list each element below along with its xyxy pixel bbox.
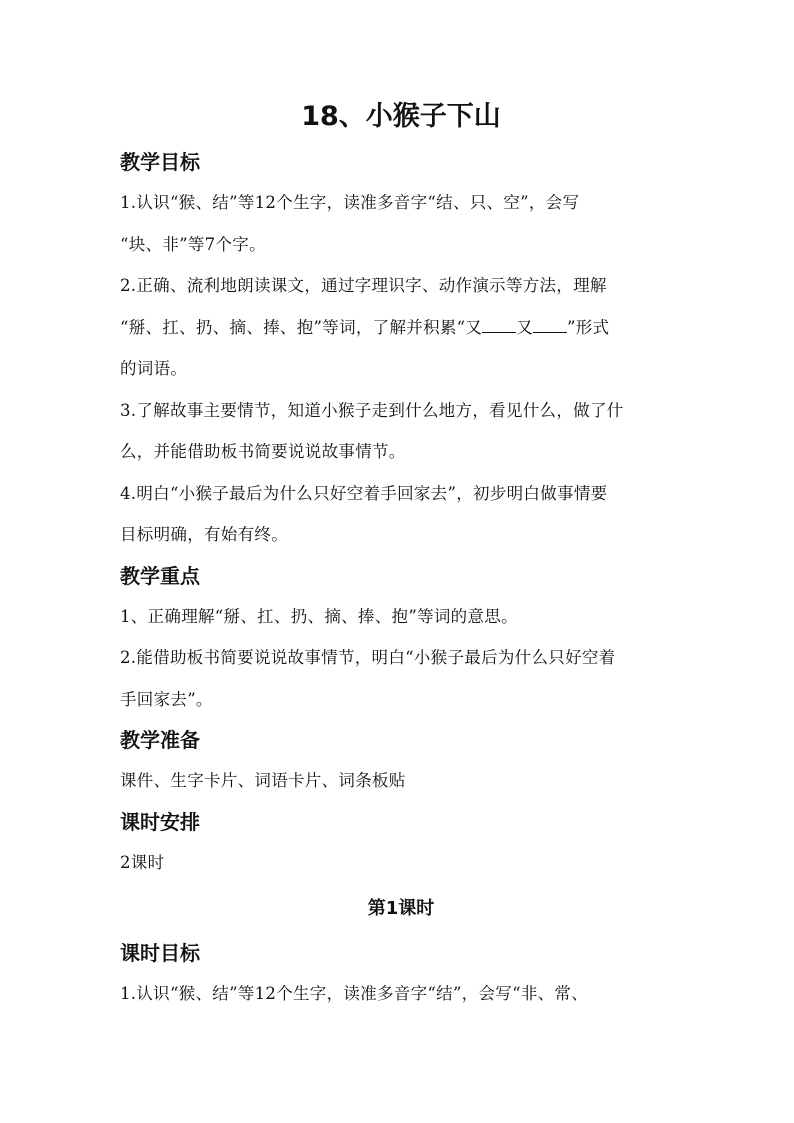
fill-blank-2 <box>533 316 567 333</box>
goals-line-2: “块、非”等7个字。 <box>120 234 266 254</box>
schedule-line-1: 2课时 <box>120 852 165 872</box>
goals-line-9: 目标明确，有始有终。 <box>120 525 288 544</box>
lesson-1-heading: 第1课时 <box>367 898 435 919</box>
section-heading-preparation: 教学准备 <box>120 728 200 752</box>
preparation-line-1: 课件、生字卡片、词语卡片、词条板贴 <box>120 771 406 790</box>
fill-blank-1 <box>482 316 516 333</box>
key-points-line-3: 手回家去”。 <box>120 689 213 709</box>
goals-line-4-part-3: ”形式 <box>567 317 610 337</box>
key-points-line-1: 1、正确理解“掰、扛、扔、摘、捧、抱”等词的意思。 <box>120 606 518 626</box>
section-heading-key-points: 教学重点 <box>120 563 200 588</box>
goals-line-7: 么，并能借助板书简要说说故事情节。 <box>120 442 406 461</box>
lesson-goals-line-1: 1.认识“猴、结”等12个生字，读准多音字“结”，会写“非、常、 <box>120 984 589 1003</box>
goals-line-1: 1.认识“猴、结”等12个生字，读准多音字“结、只、空”，会写 <box>120 193 580 212</box>
goals-line-6: 3.了解故事主要情节，知道小猴子走到什么地方，看见什么，做了什 <box>120 400 624 420</box>
section-heading-goals: 教学目标 <box>120 150 200 174</box>
goals-line-4 <box>120 307 682 349</box>
goals-line-8: 4.明白“小猴子最后为什么只好空着手回家去”，初步明白做事情要 <box>120 483 608 503</box>
section-heading-lesson-goals: 课时目标 <box>120 941 200 965</box>
goals-line-4-part-1: “掰、扛、扔、摘、捧、抱”等词，了解并积累“又 <box>120 317 483 337</box>
document-content <box>120 96 682 1015</box>
goals-line-5: 的词语。 <box>120 359 188 378</box>
document-title: 18、小猴子下山 <box>301 101 501 132</box>
goals-line-4-part-2: 又 <box>516 317 534 337</box>
key-points-line-2: 2.能借助板书简要说说故事情节，明白“小猴子最后为什么只好空着 <box>120 648 616 667</box>
goals-line-3: 2.正确、流利地朗读课文，通过字理识字、动作演示等方法，理解 <box>120 276 607 295</box>
section-heading-schedule: 课时安排 <box>120 809 200 834</box>
